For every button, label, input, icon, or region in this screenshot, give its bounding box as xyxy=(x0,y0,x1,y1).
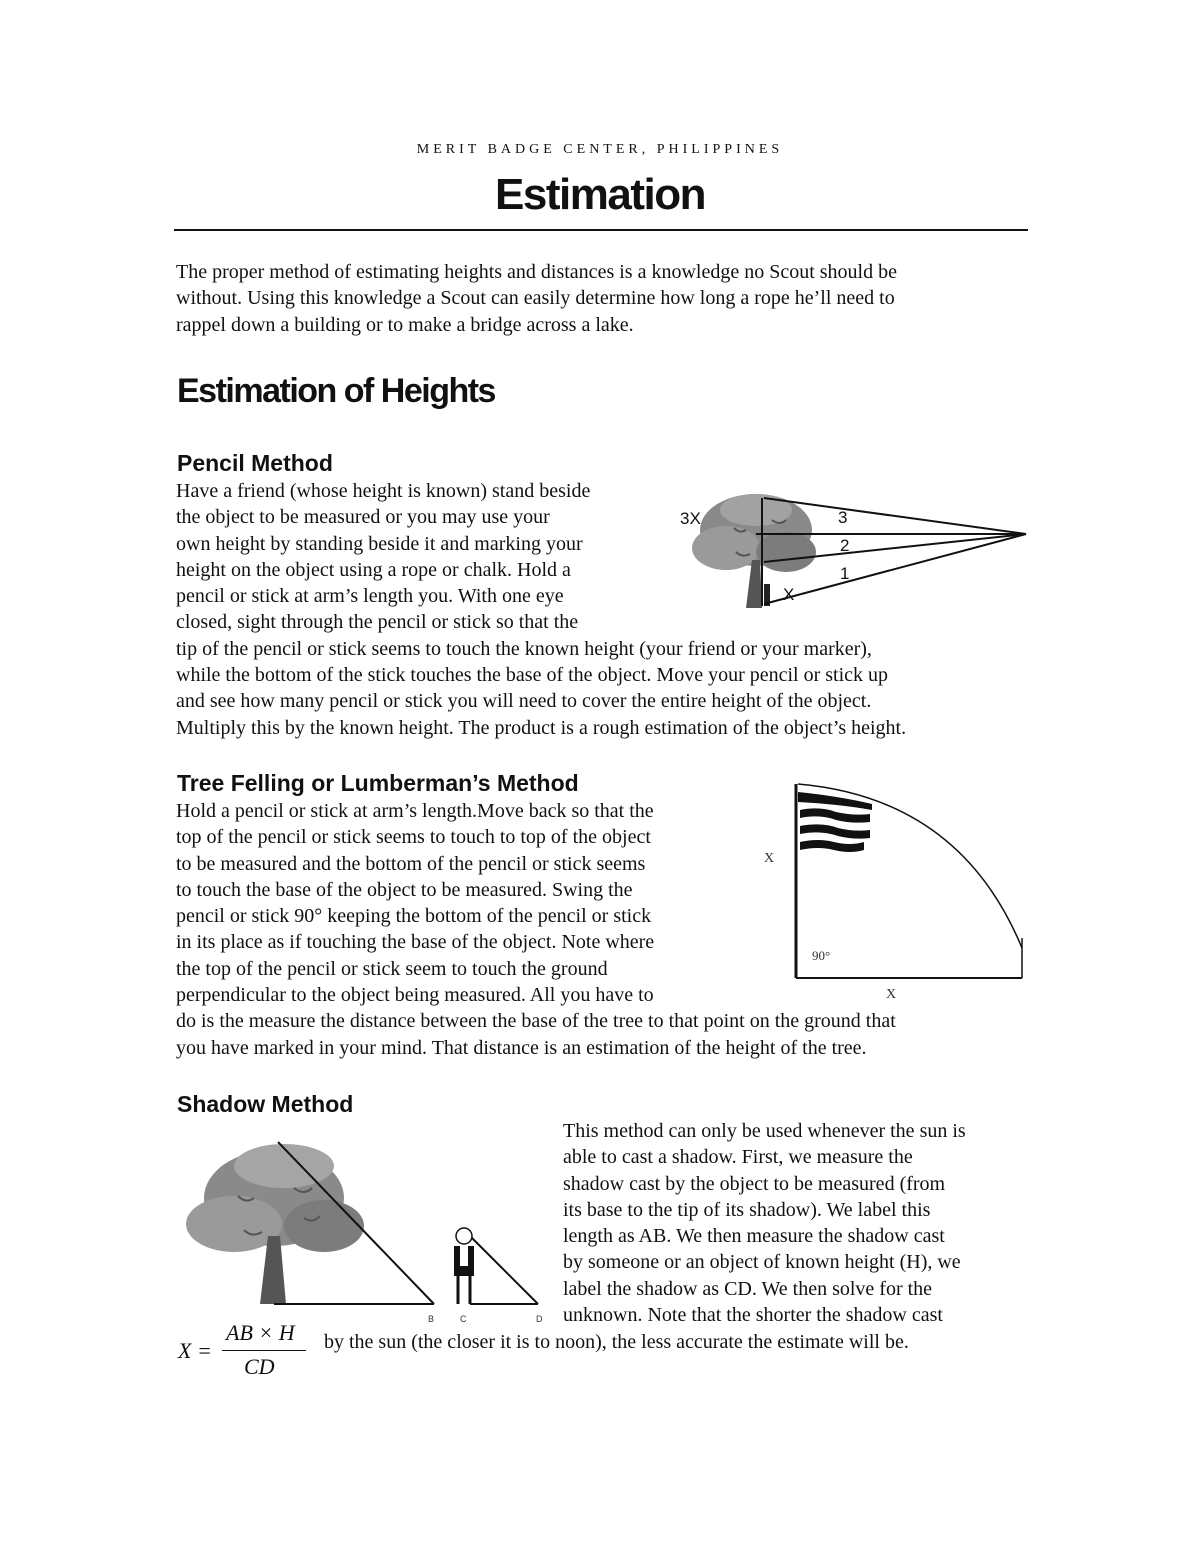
label-b: B xyxy=(428,1314,435,1324)
lumberman-line: top of the pencil or stick seems to touch to top of the object xyxy=(176,826,651,849)
swing-arc xyxy=(798,784,1022,948)
shadow-method-text-last xyxy=(324,1329,909,1355)
label-c: C xyxy=(460,1314,467,1324)
label-3x: 3X xyxy=(680,509,701,528)
shadow-method-text xyxy=(563,1118,966,1328)
pencil-line: while the bottom of the stick touches the base of the object. Move your pencil or stick up xyxy=(176,664,889,687)
pencil-line: pencil or stick at arm’s length you. With one eye xyxy=(176,585,564,608)
lumberman-method-figure xyxy=(760,778,1028,1006)
person-illustration xyxy=(454,1228,474,1304)
lumberman-line: the top of the pencil or stick seem to touch the ground xyxy=(176,957,608,980)
label-2: 2 xyxy=(840,536,850,555)
pencil-method-figure xyxy=(676,490,1028,616)
shadow-line: able to cast a shadow. First, we measure the xyxy=(563,1146,913,1169)
pencil-line: tip of the pencil or stick seems to touch the known height (your friend or your marker), xyxy=(176,637,872,660)
pencil-line: the object to be measured or you may use your xyxy=(176,506,550,529)
label-x-vertical: X xyxy=(764,851,775,866)
intro-line: rappel down a building or to make a bridge across a lake. xyxy=(176,313,634,336)
page-title: Estimation xyxy=(495,170,705,219)
label-1: 1 xyxy=(840,564,850,583)
pencil-line: and see how many pencil or stick you will need to cover the entire height of the object. xyxy=(176,690,872,713)
label-x-horizontal: X xyxy=(886,987,897,1002)
shadow-line: shadow cast by the object to be measured (from xyxy=(563,1172,946,1195)
lumberman-line: Hold a pencil or stick at arm’s length.Move back so that the xyxy=(176,800,654,822)
lumberman-line: you have marked in your mind. That distance is an estimation of the height of the tree. xyxy=(176,1036,867,1059)
formula-denominator: CD xyxy=(244,1354,275,1379)
intro-line: The proper method of estimating heights and distances is a knowledge no Scout should be xyxy=(176,261,897,283)
lumberman-line: do is the measure the distance between the base of the tree to that point on the ground that xyxy=(176,1010,896,1033)
shadow-method-figure xyxy=(174,1138,554,1326)
section-heading: Estimation of Heights xyxy=(177,372,495,410)
lumberman-line: to touch the base of the object to be measured. Swing the xyxy=(176,878,633,901)
formula-lhs: X = xyxy=(178,1338,212,1363)
lumberman-method-heading: Tree Felling or Lumberman’s Method xyxy=(177,770,579,796)
flagpole-illustration xyxy=(796,784,872,978)
shadow-method-heading: Shadow Method xyxy=(177,1091,354,1117)
title-divider xyxy=(174,229,1028,231)
formula-numerator: AB × H xyxy=(226,1320,295,1345)
pencil-line: Multiply this by the known height. The product is a rough estimation of the object’s height. xyxy=(176,716,907,739)
shadow-line: by the sun (the closer it is to noon), the less accurate the estimate will be. xyxy=(324,1331,909,1353)
lumberman-line: pencil or stick 90° keeping the bottom of the pencil or stick xyxy=(176,905,652,928)
tree-illustration xyxy=(186,1144,364,1304)
pencil-line: height on the object using a rope or chalk. Hold a xyxy=(176,558,571,581)
shadow-line: label the shadow as CD. We then solve for the xyxy=(563,1277,933,1300)
shadow-line: length as AB. We then measure the shadow cast xyxy=(563,1225,945,1248)
shadow-line: its base to the tip of its shadow). We label this xyxy=(563,1198,931,1221)
pencil-line: Have a friend (whose height is known) stand beside xyxy=(176,480,591,502)
label-angle: 90° xyxy=(812,948,831,963)
label-x: X xyxy=(783,585,795,604)
shadow-line: by someone or an object of known height (H), we xyxy=(563,1251,961,1274)
intro-paragraph xyxy=(176,259,897,338)
pencil-line: own height by standing beside it and marking your xyxy=(176,532,583,555)
pencil-line: closed, sight through the pencil or stick so that the xyxy=(176,611,579,634)
lumberman-line: to be measured and the bottom of the pencil or stick seems xyxy=(176,852,646,875)
pencil-method-heading: Pencil Method xyxy=(177,450,333,476)
label-d: D xyxy=(536,1314,543,1324)
shadow-line: This method can only be used whenever the sun is xyxy=(563,1120,966,1142)
tree-illustration xyxy=(692,494,816,608)
organization-header: MERIT BADGE CENTER, PHILIPPINES xyxy=(416,142,784,157)
lumberman-line: in its place as if touching the base of the object. Note where xyxy=(176,931,655,954)
label-3: 3 xyxy=(838,508,848,527)
lumberman-line: perpendicular to the object being measured. All you have to xyxy=(176,984,654,1007)
shadow-line: unknown. Note that the shorter the shadow cast xyxy=(563,1304,943,1327)
formula-fraction-bar xyxy=(222,1350,306,1351)
intro-line: without. Using this knowledge a Scout can easily determine how long a rope he’ll need to xyxy=(176,287,895,310)
